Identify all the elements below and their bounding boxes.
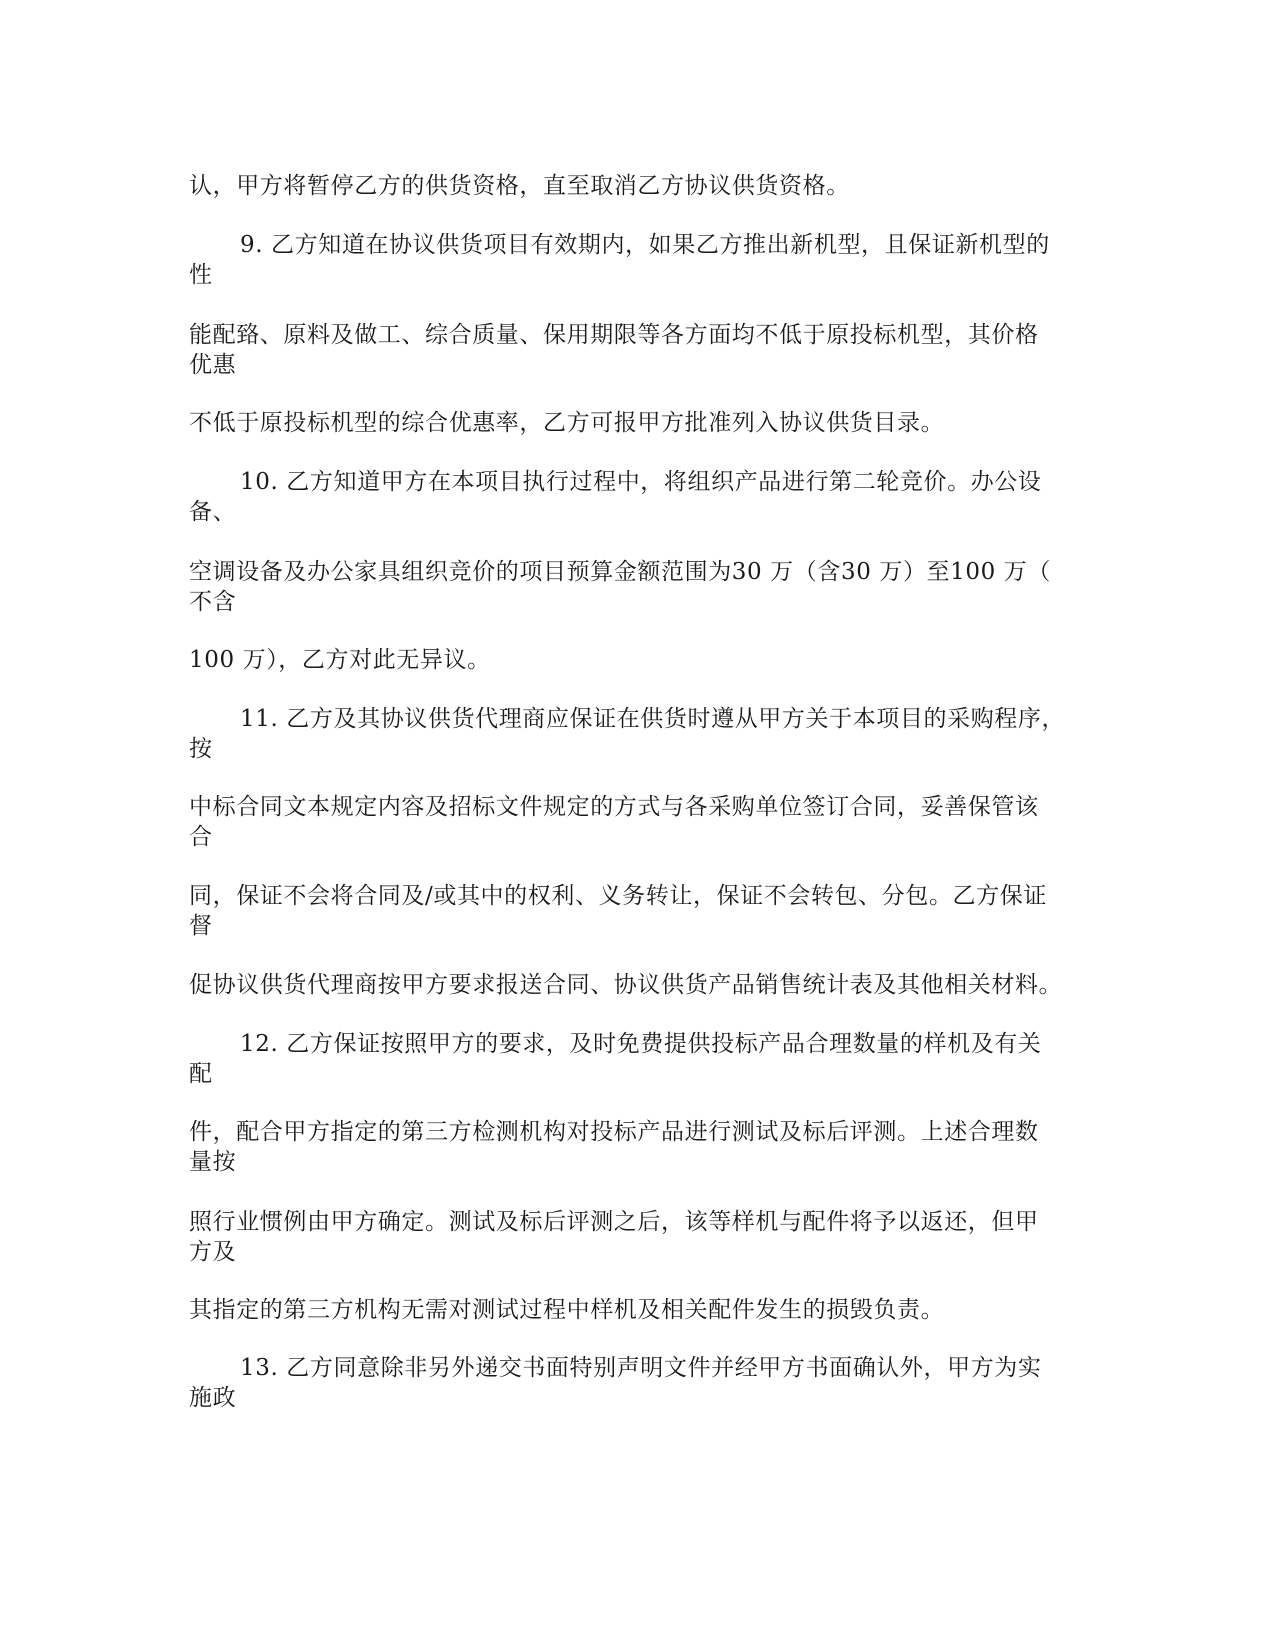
text-line: 其指定的第三方机构无需对测试过程中样机及相关配件发生的损毁负责。	[189, 1297, 945, 1323]
text-line: 件，配合甲方指定的第三方检测机构对投标产品进行测试及标后评测。上述合理数	[189, 1119, 1039, 1145]
clause-11-line: 11. 乙方及其协议供货代理商应保证在供货时遵从甲方关于本项目的采购程序，	[240, 706, 1066, 732]
text-line: 量按	[189, 1149, 237, 1175]
text-line: 能配臵、原料及做工、综合质量、保用期限等各方面均不低于原投标机型，其价格	[189, 322, 1039, 348]
clause-12-line: 12. 乙方保证按照甲方的要求，及时免费提供投标产品合理数量的样机及有关	[240, 1031, 1042, 1057]
clause-13-line: 13. 乙方同意除非另外递交书面特别声明文件并经甲方书面确认外，甲方为实	[240, 1355, 1042, 1381]
text-line: 施政	[189, 1385, 237, 1411]
text-line: 合	[189, 824, 213, 850]
clause-9-line: 9. 乙方知道在协议供货项目有效期内，如果乙方推出新机型，且保证新机型的	[240, 232, 1050, 258]
text-line: 优惠	[189, 352, 237, 378]
text-line: 不低于原投标机型的综合优惠率，乙方可报甲方批准列入协议供货目录。	[189, 410, 945, 436]
text-line: 中标合同文本规定内容及招标文件规定的方式与各采购单位签订合同，妥善保管该	[189, 794, 1039, 820]
text-line: 100 万），乙方对此无异议。	[189, 647, 491, 673]
text-line: 空调设备及办公家具组织竞价的项目预算金额范围为30 万（含30 万）至100 万（	[189, 559, 1051, 585]
text-line: 配	[189, 1061, 213, 1087]
text-line: 备、	[189, 499, 237, 525]
text-line: 同，保证不会将合同及/或其中的权利、义务转让，保证不会转包、分包。乙方保证	[189, 883, 1047, 909]
text-line: 不含	[189, 589, 237, 615]
text-line: 性	[189, 262, 213, 288]
text-line: 督	[189, 913, 213, 939]
text-line: 按	[189, 736, 213, 762]
text-line: 促协议供货代理商按甲方要求报送合同、协议供货产品销售统计表及其他相关材料。	[189, 972, 1063, 998]
text-line: 照行业惯例由甲方确定。测试及标后评测之后，该等样机与配件将予以返还，但甲	[189, 1209, 1039, 1235]
text-line: 认，甲方将暂停乙方的供货资格，直至取消乙方协议供货资格。	[189, 173, 850, 199]
clause-10-line: 10. 乙方知道甲方在本项目执行过程中，将组织产品进行第二轮竞价。办公设	[240, 469, 1042, 495]
text-line: 方及	[189, 1239, 237, 1265]
